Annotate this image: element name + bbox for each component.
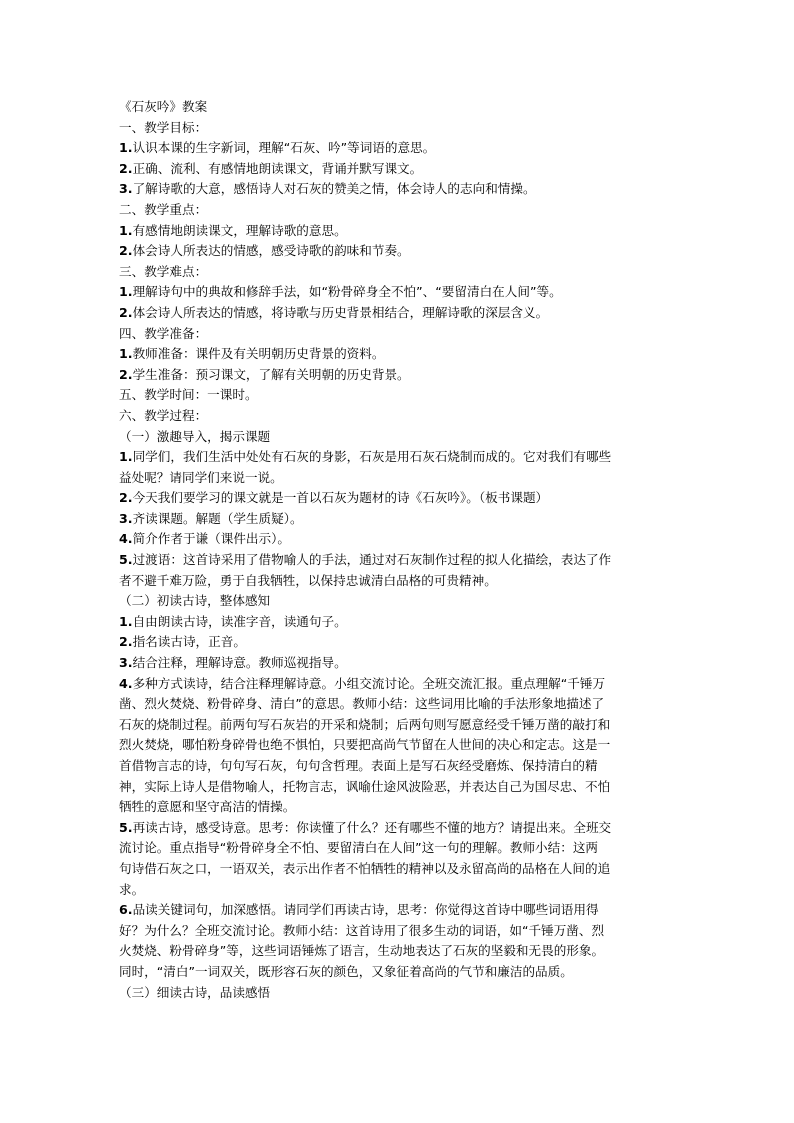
process-item: 1.自由朗读古诗，读准字音，读通句子。 bbox=[119, 613, 347, 629]
focus-item: 1.有感情地朗读课文，理解诗歌的意思。 bbox=[119, 222, 347, 238]
section-heading-goals: 一、教学目标： bbox=[119, 119, 208, 135]
section-heading-difficulty: 三、教学难点： bbox=[119, 263, 208, 279]
process-item: 4.简介作者于谦（课件出示）。 bbox=[119, 531, 290, 547]
process-item: 3.结合注释，理解诗意。教师巡视指导。 bbox=[119, 655, 347, 671]
goal-item: 1.认识本课的生字新词，理解“石灰、吟”等词语的意思。 bbox=[119, 140, 436, 156]
lesson-plan-document bbox=[119, 97, 679, 1003]
process-item: 2.指名读古诗，正音。 bbox=[119, 634, 246, 650]
focus-item: 2.体会诗人所表达的情感，感受诗歌的韵味和节奏。 bbox=[119, 243, 410, 259]
subsection-heading-part1: （一）激趣导入，揭示课题 bbox=[119, 428, 271, 444]
process-item: 5.过渡语：这首诗采用了借物喻人的手法，通过对石灰制作过程的拟人化描绘，表达了作 者不避千难万险，勇于自我牺牲，以保持忠诚清白品格的可贵精神。 bbox=[119, 552, 612, 588]
prep-item: 1.教师准备：课件及有关明朝历史背景的资料。 bbox=[119, 346, 385, 362]
section-heading-focus: 二、教学重点： bbox=[119, 201, 208, 217]
process-item: 5.再读古诗，感受诗意。思考：你读懂了什么？还有哪些不懂的地方？请提出来。全班交 流讨论。重点指导“粉骨碎身全不怕、要留清白在人间”这一句的理解。教师小结：这两 句诗借石灰之口，一语双关，表示出作者不怕牺牲的精神以及永留高尚的品格在人间的追 求。 bbox=[119, 819, 612, 897]
difficulty-item: 2.体会诗人所表达的情感，将诗歌与历史背景相结合，理解诗歌的深层含义。 bbox=[119, 304, 549, 320]
subsection-heading-part3: （三）细读古诗，品读感悟 bbox=[119, 984, 271, 1000]
process-item: 1.同学们，我们生活中处处有石灰的身影，石灰是用石灰石烧制而成的。它对我们有哪些 益处呢？请同学们来说一说。 bbox=[119, 449, 612, 485]
process-item: 2.今天我们要学习的课文就是一首以石灰为题材的诗《石灰吟》。（板书课题） bbox=[119, 490, 549, 506]
section-heading-prep: 四、教学准备： bbox=[119, 325, 208, 341]
section-heading-time: 五、教学时间：一课时。 bbox=[119, 387, 258, 403]
subsection-heading-part2: （二）初读古诗，整体感知 bbox=[119, 593, 271, 609]
process-item: 3.齐读课题。解题（学生质疑）。 bbox=[119, 510, 303, 526]
process-item: 6.品读关键词句，加深感悟。请同学们再读古诗，思考：你觉得这首诗中哪些词语用得 好？为什么？全班交流讨论。教师小结：这首诗用了很多生动的词语，如“千锤万凿、烈 火焚烧、粉骨碎身”等，这些词语锤炼了语言，生动地表达了石灰的坚毅和无畏的形象。 同时，“清白”一词双关，既形容石灰的颜色，又象征着高尚的气节和廉洁的品质。 bbox=[119, 902, 605, 979]
prep-item: 2.学生准备：预习课文，了解有关明朝的历史背景。 bbox=[119, 366, 410, 382]
process-item: 4.多种方式读诗，结合注释理解诗意。小组交流讨论。全班交流汇报。重点理解“千锤万 凿、烈火焚烧、粉骨碎身、清白”的意思。教师小结：这些词用比喻的手法形象地描述了 石灰的烧制过程。前两句写石灰岩的开采和烧制；后两句则写愿意经受千锤万凿的敲打和 烈火焚烧，哪怕粉身碎骨也绝不惧怕，只要把高尚气节留在人世间的决心和定志。这是一 首借物言志的诗，句句写石灰，句句含哲理。表面上是写石灰经受磨炼、保持清白的精 神，实际上诗人是借物喻人，托物言志，讽喻仕途风波险恶，并表达自己为国尽忠、不怕 牺牲的意愿和坚守高洁的情操。 bbox=[119, 675, 611, 815]
goal-item: 2.正确、流利、有感情地朗读课文，背诵并默写课文。 bbox=[119, 160, 423, 176]
document-title: 《石灰吟》教案 bbox=[119, 99, 208, 114]
difficulty-item: 1.理解诗句中的典故和修辞手法，如“粉骨碎身全不怕”、“要留清白在人间”等。 bbox=[119, 284, 562, 300]
goal-item: 3.了解诗歌的大意，感悟诗人对石灰的赞美之情，体会诗人的志向和情操。 bbox=[119, 181, 536, 197]
section-heading-process: 六、教学过程： bbox=[119, 407, 208, 423]
